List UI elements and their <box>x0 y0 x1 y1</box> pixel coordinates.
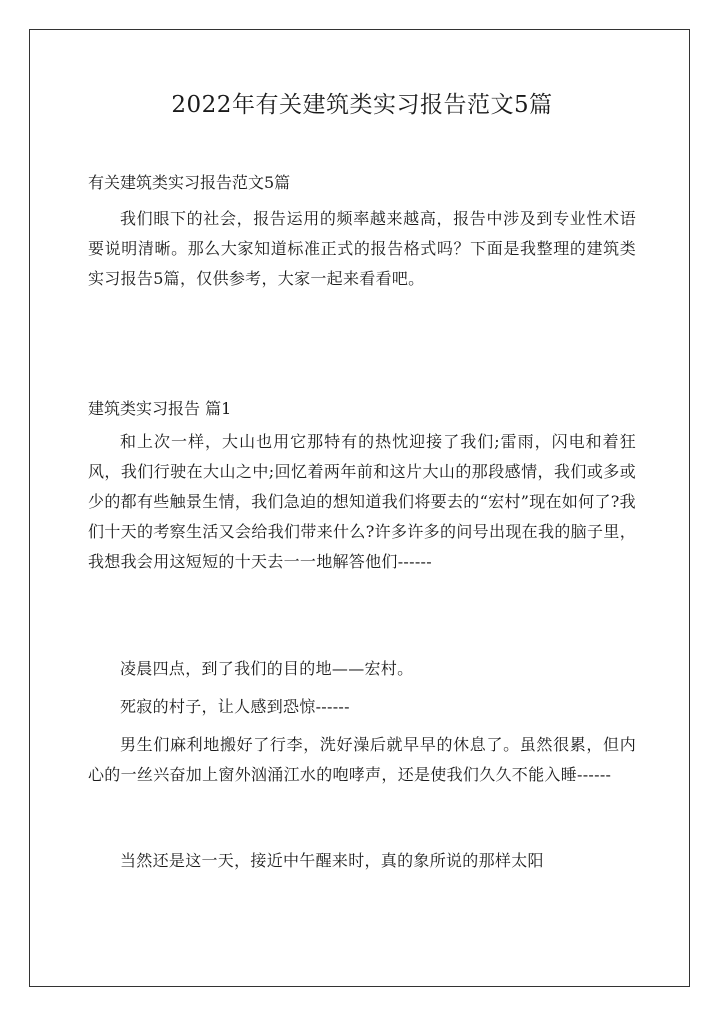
body-paragraph-3: 死寂的村子，让人感到恐惊------ <box>120 697 350 716</box>
body-paragraph-4: 男生们麻利地搬好了行李，洗好澡后就早早的休息了。虽然很累，但内心的一丝兴奋加上窗外汹涌江水的咆哮声，还是使我们久久不能入睡------ <box>88 735 636 784</box>
section-heading: 建筑类实习报告 篇1 <box>88 399 232 418</box>
body-paragraph-5: 当然还是这一天，接近中午醒来时，真的象所说的那样太阳 <box>120 851 544 870</box>
intro-paragraph: 我们眼下的社会，报告运用的频率越来越高，报告中涉及到专业性术语要说明清晰。那么大家知道标准正式的报告格式吗？下面是我整理的建筑类实习报告5篇，仅供参考，大家一起来看看吧。 <box>88 209 636 288</box>
body-paragraph-1: 和上次一样，大山也用它那特有的热忱迎接了我们;雷雨，闪电和着狂风，我们行驶在大山之中;回忆着两年前和这片大山的那段感情，我们或多或少的都有些触景生情，我们急迫的想知道我们将要去的“宏村”现在如何了?我们十天的考察生活又会给我们带来什么?许多许多的问号出现在我的脑子里，我想我会用这短短的十天去一一地解答他们------ <box>88 432 636 571</box>
document-title: 2022年有关建筑类实习报告范文5篇 <box>171 92 553 118</box>
document-subtitle: 有关建筑类实习报告范文5篇 <box>88 173 291 192</box>
body-paragraph-2: 凌晨四点，到了我们的目的地——宏村。 <box>120 659 414 678</box>
